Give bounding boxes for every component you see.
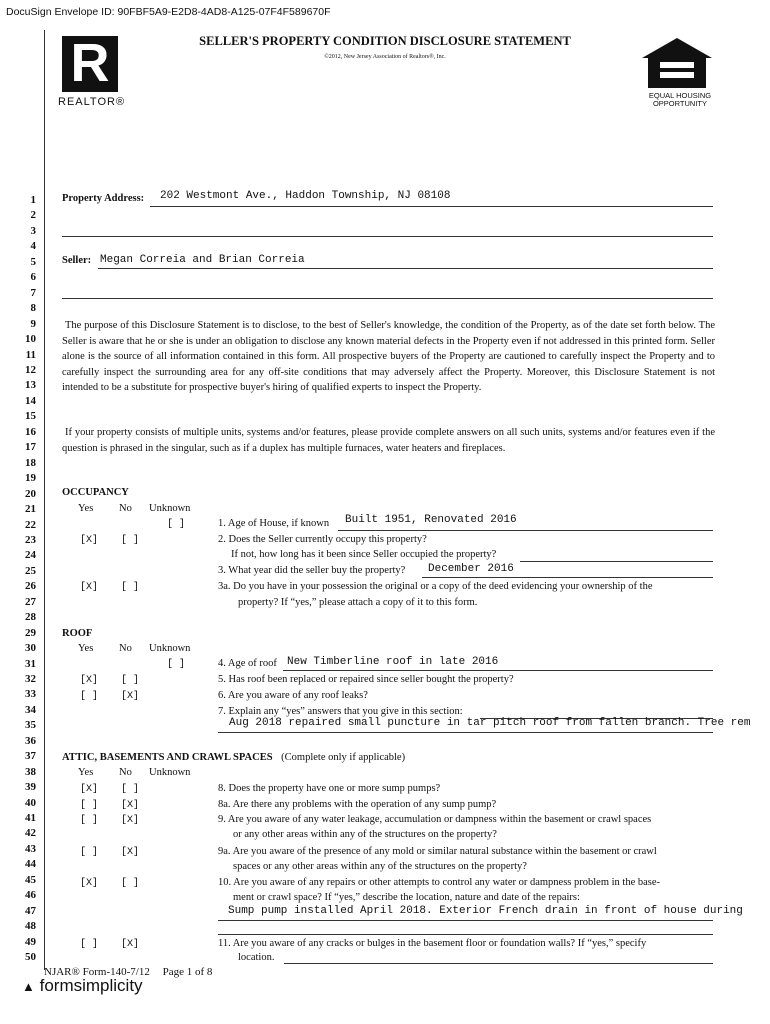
q6-yes-checkbox[interactable]: [ ]: [80, 691, 99, 702]
line-number: 27: [25, 595, 36, 608]
q2-yes-mark: X: [86, 535, 93, 546]
seller-line-2: [62, 298, 713, 299]
line-number: 31: [25, 657, 36, 670]
line-number: 23: [25, 533, 36, 546]
line-number: 37: [25, 750, 36, 763]
line-number: 9: [30, 317, 36, 330]
equal-housing-icon: [640, 36, 714, 90]
q4-label: 4. Age of roof: [218, 658, 277, 669]
q9a-yes-checkbox[interactable]: [ ]: [80, 847, 99, 858]
q3a-label-2: property? If “yes,” please attach a copy of it to this form.: [238, 597, 478, 608]
seller-value[interactable]: Megan Correia and Brian Correia: [100, 254, 305, 266]
property-address-line-2: [62, 236, 713, 237]
q9-label-2: or any other areas within any of the structures on the property?: [233, 829, 497, 840]
line-number: 10: [25, 333, 36, 345]
attic-col-unknown: Unknown: [149, 767, 191, 778]
line-number: 39: [25, 781, 36, 794]
line-number: 25: [25, 564, 36, 577]
q9-no-checkbox[interactable]: [X]: [121, 815, 140, 826]
roof-heading: ROOF: [62, 628, 93, 639]
q1-label: 1. Age of House, if known: [218, 518, 330, 529]
line-number: 33: [25, 688, 36, 701]
line-number: 35: [25, 719, 36, 732]
occupancy-heading: OCCUPANCY: [62, 487, 129, 498]
q8a-no-checkbox[interactable]: [X]: [121, 800, 140, 811]
q3a-yes-mark: X: [86, 582, 93, 593]
q10-label-1: 10. Are you aware of any repairs or other attempts to control any water or dampness problem in the base-: [218, 877, 661, 888]
attic-col-yes: Yes: [78, 767, 94, 778]
line-number: 8: [30, 302, 36, 315]
q3a-label-1: 3a. Do you have in your possession the original or a copy of the deed evidencing your ownership of the: [218, 581, 653, 592]
q2-label: 2. Does the Seller currently occupy this property?: [218, 534, 427, 545]
q4-line: [283, 670, 713, 671]
eho-line2: OPPORTUNITY: [652, 99, 708, 108]
line-number: 36: [25, 734, 36, 747]
q10-no-checkbox[interactable]: [ ]: [121, 878, 140, 889]
q9a-label-1: 9a. Are you aware of the presence of any mold or similar natural substance within the basement or crawl: [218, 846, 657, 857]
q8a-label: 8a. Are there any problems with the operation of any sump pump?: [218, 799, 497, 810]
attic-note: (Complete only if applicable): [281, 752, 406, 763]
line-number: 26: [25, 580, 36, 593]
attic-heading-wrap: [62, 752, 405, 763]
envelope-id: DocuSign Envelope ID: 90FBF5A9-E2D8-4AD8-A125-07F4F589670F: [6, 6, 331, 18]
formsimplicity-logo: [22, 976, 143, 996]
q10-yes-checkbox[interactable]: [X]: [80, 878, 99, 889]
q11-no-checkbox[interactable]: [X]: [121, 939, 140, 950]
q7-answer[interactable]: Aug 2018 repaired small puncture in tar pitch roof from fallen branch. Tree rem: [229, 717, 751, 729]
q11-yes-checkbox[interactable]: [ ]: [80, 939, 99, 950]
line-number: 38: [25, 765, 36, 778]
line-number: 28: [25, 611, 36, 624]
q6-no-mark: X: [127, 691, 134, 702]
eho-line1: EQUAL HOUSING: [648, 91, 712, 100]
q2-sub-label: If not, how long has it been since Seller occupied the property?: [231, 549, 497, 560]
line-number: 12: [25, 363, 36, 376]
form-id: NJAR® Form-140-7/12: [44, 966, 150, 978]
q10-answer-line-2: [218, 934, 713, 935]
line-number: 21: [25, 503, 36, 515]
occupancy-col-no: No: [119, 503, 132, 514]
q10-answer-line: [218, 920, 713, 921]
q8-yes-mark: X: [86, 784, 93, 795]
occupancy-col-unknown: Unknown: [149, 503, 191, 514]
q8-yes-checkbox[interactable]: [X]: [80, 784, 99, 795]
attic-col-no: No: [119, 767, 132, 778]
line-number: 3: [30, 224, 36, 237]
q7-answer-line: [218, 732, 713, 733]
line-number: 17: [25, 441, 36, 454]
q5-yes-checkbox[interactable]: [X]: [80, 675, 99, 686]
line-number: 29: [25, 626, 36, 639]
q10-label-2: ment or crawl space? If “yes,” describe the location, nature and date of the repairs:: [233, 892, 580, 903]
q11-label-1: 11. Are you aware of any cracks or bulges in the basement floor or foundation walls? If “yes,” specify: [218, 938, 647, 949]
line-number: 49: [25, 935, 36, 948]
line-number: 24: [25, 549, 36, 562]
q10-yes-mark: X: [86, 878, 93, 889]
q2-no-checkbox[interactable]: [ ]: [121, 535, 140, 546]
formsimplicity-text: formsimplicity: [39, 976, 143, 995]
q10-answer-wrap: [228, 905, 770, 917]
q2-yes-checkbox[interactable]: [X]: [80, 535, 99, 546]
line-number: 16: [25, 425, 36, 438]
attic-heading: ATTIC, BASEMENTS AND CRAWL SPACES: [62, 752, 273, 763]
q1-answer[interactable]: Built 1951, Renovated 2016: [345, 514, 517, 526]
q3-answer[interactable]: December 2016: [428, 563, 514, 575]
q11-no-mark: X: [127, 939, 134, 950]
q8a-yes-checkbox[interactable]: [ ]: [80, 800, 99, 811]
property-address-value[interactable]: 202 Westmont Ave., Haddon Township, NJ 08108: [160, 190, 451, 202]
line-number: 7: [30, 286, 36, 299]
q7-answer-wrap: [229, 717, 770, 729]
line-number: 4: [30, 240, 36, 253]
q5-label: 5. Has roof been replaced or repaired since seller bought the property?: [218, 674, 514, 685]
page-number: Page 1 of 8: [162, 966, 213, 978]
q3-line: [422, 577, 713, 578]
line-number: 2: [30, 209, 36, 222]
roof-col-unknown: Unknown: [149, 643, 191, 654]
realtor-r-icon: R: [70, 33, 110, 93]
line-number: 1: [30, 194, 36, 206]
q7-label: 7. Explain any “yes” answers that you give in this section:: [218, 706, 463, 717]
line-number: 22: [25, 518, 36, 531]
roof-col-no: No: [119, 643, 132, 654]
q9a-no-mark: X: [127, 847, 134, 858]
q9-no-mark: X: [127, 815, 134, 826]
line-number: 41: [25, 812, 36, 824]
occupancy-col-yes: Yes: [78, 503, 94, 514]
formsimplicity-bird-icon: ▲: [22, 979, 35, 994]
q8-no-checkbox[interactable]: [ ]: [121, 784, 140, 795]
q6-no-checkbox[interactable]: [X]: [121, 691, 140, 702]
intro-paragraph-1: The purpose of this Disclosure Statement is to disclose, to the best of Seller's knowledge, the condition of the Property, as of the date set forth below. The Seller is aware that he or she is under an obligation to disclose any known material defects in the Property even if not addressed in this printed form. Seller alone is the source of all information contained in this form. All prospective buyers of the Property are cautioned to carefully inspect the Property and to carefully inspect the surrounding area for any off-site conditions that may adversely affect the Property. Moreover, this Disclosure Statement is not intended to be a substitute for prospective buyer's hiring of qualified experts to inspect the Property.: [62, 320, 715, 393]
seller-label: Seller:: [62, 255, 92, 266]
line-number: 6: [30, 271, 36, 284]
realtor-logo-text: REALTOR®: [58, 96, 126, 108]
q1-unknown-checkbox[interactable]: [ ]: [167, 519, 186, 530]
line-number: 13: [25, 379, 36, 392]
line-number: 14: [25, 394, 36, 407]
q11-label-2: location.: [238, 952, 275, 963]
q2-sub-line: [520, 561, 713, 562]
line-number: 43: [25, 842, 36, 855]
line-number: 48: [25, 920, 36, 933]
margin-rule: [44, 30, 45, 970]
q3a-yes-checkbox[interactable]: [X]: [80, 582, 99, 593]
q9-label-1: 9. Are you aware of any water leakage, accumulation or dampness within the basement or crawl spaces: [218, 814, 652, 825]
line-number: 30: [25, 642, 36, 654]
line-number: 50: [25, 951, 36, 963]
q3a-no-checkbox[interactable]: [ ]: [121, 582, 140, 593]
line-number: 42: [25, 827, 36, 840]
line-number: 20: [25, 487, 36, 500]
q9-yes-checkbox[interactable]: [ ]: [80, 815, 99, 826]
line-number: 18: [25, 456, 36, 469]
q11-line: [284, 963, 713, 964]
page-title: SELLER'S PROPERTY CONDITION DISCLOSURE STATEMENT: [199, 34, 571, 48]
q4-answer[interactable]: New Timberline roof in late 2016: [287, 656, 499, 668]
line-number: 40: [25, 796, 36, 809]
equal-housing-text: [640, 92, 720, 108]
q9a-no-checkbox[interactable]: [X]: [121, 847, 140, 858]
property-address-label: Property Address:: [62, 193, 145, 204]
line-number: 44: [25, 858, 36, 871]
q5-yes-mark: X: [86, 675, 93, 686]
property-address-line: [150, 206, 713, 207]
q8-label: 8. Does the property have one or more sump pumps?: [218, 783, 441, 794]
q5-no-checkbox[interactable]: [ ]: [121, 675, 140, 686]
line-number: 5: [30, 255, 36, 268]
q6-label: 6. Are you aware of any roof leaks?: [218, 690, 368, 701]
intro-paragraph-2: If your property consists of multiple units, systems and/or features, please provide complete answers on all such units, systems and/or features even if the question is phrased in the singular, such as if a duplex has multiple furnaces, water heaters and fireplaces.: [62, 427, 715, 454]
line-number: 47: [25, 904, 36, 917]
line-number: 46: [25, 889, 36, 902]
q1-line: [338, 530, 713, 531]
line-number: 15: [25, 410, 36, 423]
copyright: ©2012, New Jersey Association of Realtors®, Inc.: [324, 54, 446, 60]
line-number: 45: [25, 873, 36, 886]
seller-line: [98, 268, 713, 269]
line-number: 32: [25, 673, 36, 685]
q9a-label-2: spaces or any other areas within any of the structures on the property?: [233, 861, 527, 872]
line-number: 34: [25, 703, 36, 716]
q10-answer[interactable]: Sump pump installed April 2018. Exterior French drain in front of house during: [228, 905, 743, 917]
q8a-no-mark: X: [127, 800, 134, 811]
line-number: 11: [25, 348, 36, 361]
line-number: 19: [25, 472, 36, 485]
q3-label: 3. What year did the seller buy the property?: [218, 565, 406, 576]
q4-unknown-checkbox[interactable]: [ ]: [167, 659, 186, 670]
roof-col-yes: Yes: [78, 643, 94, 654]
